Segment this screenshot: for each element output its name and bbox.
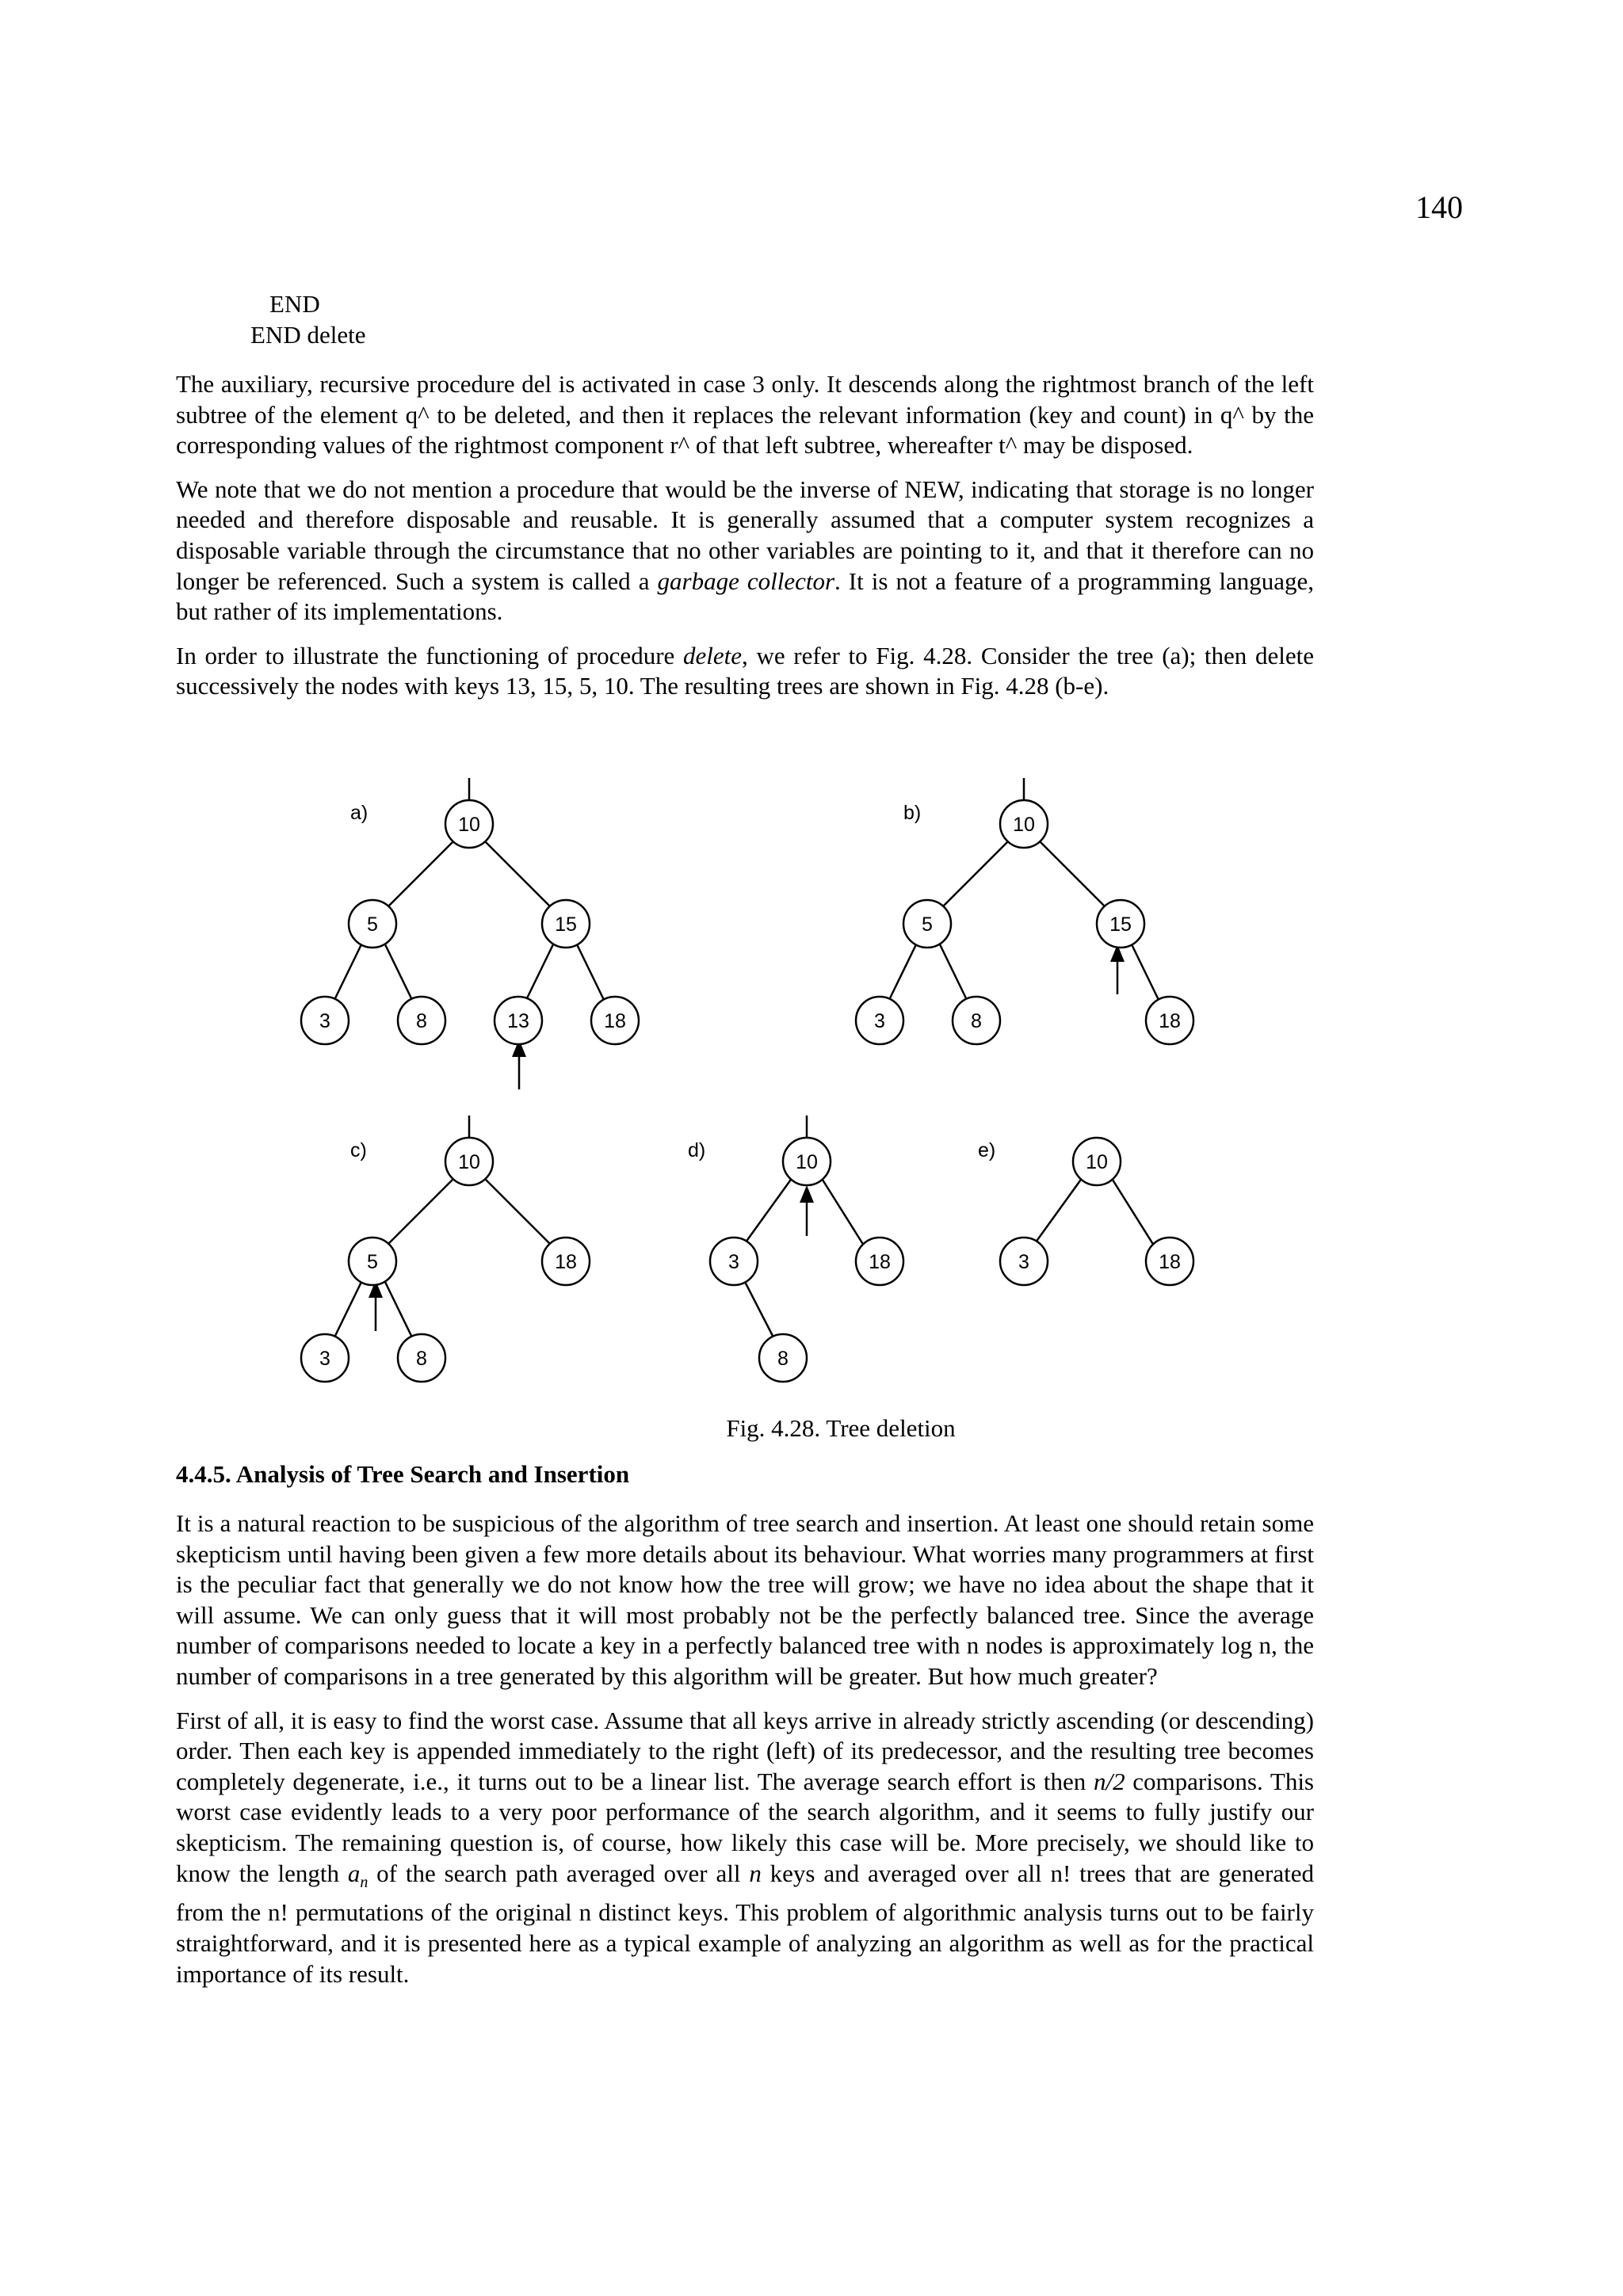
node-key: 10 [1086, 1151, 1108, 1173]
arrow-b-15 [1110, 944, 1125, 994]
arrow-a-13 [512, 1039, 526, 1089]
node-key: 5 [922, 913, 933, 936]
tree-node [349, 900, 396, 948]
tree-node [759, 1334, 807, 1382]
paragraph: It is a natural reaction to be suspicious of the algorithm of tree search and insertion. At least one should retain some skepticism until having been given a few more details about its behaviour. What worries many programmers at first is the peculiar fact that generally we do not know how the tree will grow; we have no idea about the shape that it will assume. We can only guess that it will most probably not be the perfectly balanced tree. Since the average number of comparisons needed to locate a key in a perfectly balanced tree with n nodes is approximately log n, the number of comparisons in a tree generated by this algorithm will be greater. But how much greater? [176, 1509, 1314, 1690]
node-key: 8 [416, 1348, 427, 1370]
tree-node [591, 997, 639, 1044]
tree-node [783, 1138, 831, 1185]
tree-node [1146, 1238, 1193, 1285]
figure-caption: Fig. 4.28. Tree deletion [726, 1414, 956, 1442]
tree-node [1097, 900, 1144, 948]
node-key: 18 [1159, 1010, 1181, 1032]
node-key: 18 [1159, 1251, 1181, 1273]
tree-node [1146, 997, 1193, 1044]
node-key: 10 [458, 814, 480, 836]
tree-node [301, 1334, 349, 1382]
node-key: 18 [604, 1010, 626, 1032]
panel-label-d: d) [688, 1139, 706, 1161]
node-key: 18 [869, 1251, 891, 1273]
paragraph: First of all, it is easy to find the worst case. Assume that all keys arrive in already strictly ascending (or descending) order. Then each key is appended immediately to the right (left) of its predecessor, and the resulting tree becomes completely degenerate, i.e., it turns out to be a linear list. The average search effort is then n/2 comparisons. This worst case evidently leads to a very poor performance of the search algorithm, and it seems to fully justify our skepticism. The remaining question is, of course, how likely this case will be. More precisely, we should like to know the length $a_n$ of the search path averaged over all n keys and averaged over all n! trees that are generated from the n! permutations of the original n distinct keys. This problem of algorithmic analysis turns out to be fairly straightforward, and it is presented here as a typical example of analyzing an algorithm as well as for the practical importance of its result. [176, 1706, 1314, 1988]
tree-node [903, 900, 951, 948]
tree-node [301, 997, 349, 1044]
node-key: 10 [796, 1151, 818, 1173]
arrow-c-5 [369, 1280, 383, 1331]
panel-label-e: e) [978, 1139, 996, 1161]
tree-node [349, 1238, 396, 1285]
page-number: 140 [1415, 189, 1463, 225]
paragraph: We note that we do not mention a procedure that would be the inverse of NEW, indicating that storage is no longer needed and therefore disposable and reusable. It is generally assumed that a computer system recognizes a disposable variable through the circumstance that no other variables are pointing to it, and that it therefore can no longer be referenced. Such a system is called a garbage collector. It is not a feature of a programming language, but rather of its implementations. [176, 475, 1314, 626]
arrow-d-10 [800, 1185, 814, 1236]
section-heading: 4.4.5. Analysis of Tree Search and Insertion [176, 1460, 630, 1488]
node-key: 5 [367, 913, 378, 936]
node-key: 8 [971, 1010, 982, 1032]
panel-label-a: a) [350, 802, 369, 824]
text-block-top [176, 369, 1314, 715]
tree-node [856, 1238, 903, 1285]
tree-node [445, 800, 493, 848]
tree-node [1000, 800, 1048, 848]
panel-c-edges [334, 1116, 552, 1337]
tree-node [445, 1138, 493, 1185]
tree-node [1073, 1138, 1121, 1185]
node-key: 15 [1109, 913, 1132, 936]
node-key: 3 [728, 1251, 739, 1273]
tree-node [398, 1334, 445, 1382]
text-block-bottom [176, 1508, 1314, 2003]
tree-node [1000, 1238, 1048, 1285]
node-key: 8 [777, 1348, 789, 1370]
paragraph: The auxiliary, recursive procedure del is activated in case 3 only. It descends along the rightmost branch of the left subtree of the element q^ to be deleted, and then it replaces the relevant information (key and count) in q^ by the corresponding values of the rightmost component r^ of that left subtree, whereafter t^ may be disposed. [176, 370, 1314, 460]
node-key: 10 [1013, 814, 1035, 836]
node-key: 3 [319, 1348, 330, 1370]
tree-deletion-figure [0, 761, 1623, 1434]
code-line-end-delete: END delete [250, 321, 366, 349]
node-key: 3 [1018, 1251, 1029, 1273]
node-key: 10 [458, 1151, 480, 1173]
node-key: 15 [555, 913, 577, 936]
panel-label-c: c) [350, 1139, 367, 1161]
code-line-end: END [269, 290, 320, 318]
tree-node [856, 997, 903, 1044]
tree-node [542, 900, 590, 948]
tree-node [542, 1238, 590, 1285]
tree-node [398, 997, 445, 1044]
tree-node [495, 997, 542, 1044]
paragraph: In order to illustrate the functioning of procedure delete, we refer to Fig. 4.28. Consider the tree (a); then delete successively the nodes with keys 13, 15, 5, 10. The resulting trees are shown in Fig. 4.28 (b-e). [176, 641, 1314, 700]
node-key: 13 [507, 1010, 529, 1032]
node-key: 3 [319, 1010, 330, 1032]
tree-node [953, 997, 1000, 1044]
node-key: 18 [555, 1251, 577, 1273]
panel-label-b: b) [903, 802, 922, 824]
node-key: 8 [416, 1010, 427, 1032]
node-key: 3 [874, 1010, 885, 1032]
panel-e-edges [1033, 1177, 1154, 1245]
node-key: 5 [367, 1251, 378, 1273]
tree-node [710, 1238, 758, 1285]
